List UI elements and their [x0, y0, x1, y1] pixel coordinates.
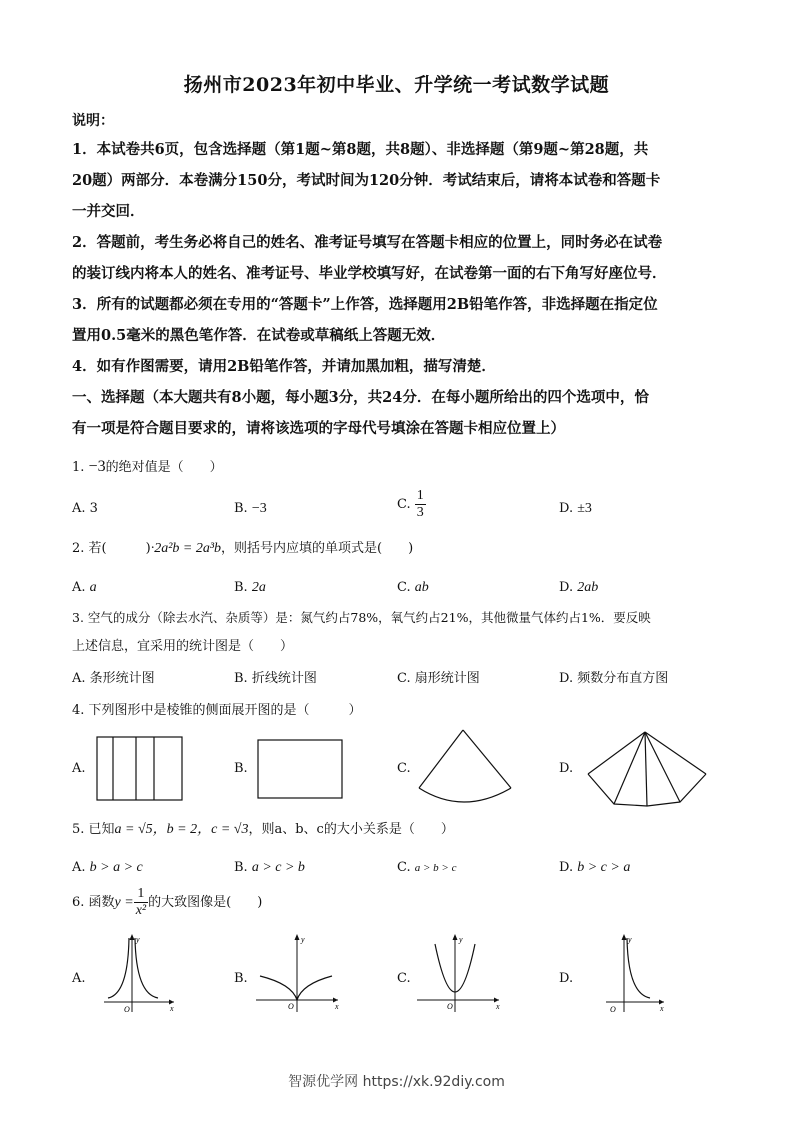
- question-1-option-d: D. ±3: [559, 501, 592, 516]
- q6-graph-b-y-label: y: [301, 935, 305, 944]
- instruction-line: 4．如有作图需要，请用2B铅笔作答，并请加黑加粗，描写清楚．: [72, 358, 496, 375]
- instruction-line: 置用0.5毫米的黑色笔作答．在试卷或草稿纸上答题无效．: [72, 327, 446, 344]
- q6-graph-a-x-label: x: [170, 1004, 174, 1013]
- instruction-line: 2．答题前，考生务必将自己的姓名、准考证号填写在答题卡相应的位置上，同时务必在试卷: [72, 234, 663, 251]
- instruction-line: 20题）两部分．本卷满分150分，考试时间为120分钟．考试结束后，请将本试卷和答题卡: [72, 172, 661, 189]
- question-4-option-c-label: C.: [397, 761, 411, 776]
- q6-graph-c-x-label: x: [496, 1002, 500, 1011]
- question-5-option-d: D. b > c > a: [559, 860, 631, 875]
- question-2-option-b: B. 2a: [234, 580, 266, 595]
- question-4-option-d-label: D.: [559, 761, 574, 776]
- q6-graph-c: [417, 932, 507, 1014]
- question-4-stem: 4. 下列图形中是棱锥的侧面展开图的是（ ）: [72, 703, 362, 718]
- instruction-line: 3．所有的试题都必须在专用的“答题卡”上作答，选择题用2B铅笔作答，非选择题在指定位: [72, 296, 658, 313]
- instruction-line: 1．本试卷共6页，包含选择题（第1题~第8题，共8题）、非选择题（第9题~第28题，共: [72, 141, 649, 158]
- q6-graph-a-y-label: y: [136, 935, 140, 944]
- q6-graph-c-origin-label: O: [447, 1002, 453, 1011]
- question-3-option-d: D. 频数分布直方图: [559, 671, 669, 686]
- q6-graph-d-y-label: y: [628, 935, 632, 944]
- q4-figure-d-pyramid-net: [586, 730, 710, 810]
- question-5-option-b: B. a > c > b: [234, 860, 305, 875]
- question-5-stem: 5. 已知a = √5，b = 2，c = √3，则a、b、c的大小关系是（ ）: [72, 822, 454, 837]
- section-heading: 一、选择题（本大题共有8小题，每小题3分，共24分．在每小题所给出的四个选项中，恰: [72, 389, 649, 406]
- question-2-option-a: A. a: [72, 580, 97, 595]
- question-2-option-c: C. ab: [397, 580, 429, 595]
- question-5-option-c: C. a > b > c: [397, 860, 457, 875]
- q4-figure-a-rectangles: [96, 736, 186, 802]
- section-heading: 有一项是符合题目要求的，请将该选项的字母代号填涂在答题卡相应位置上）: [72, 420, 565, 437]
- question-1-option-b: B. −3: [234, 501, 267, 516]
- question-1-option-c: C. $\frac{1}{3}$: [397, 488, 424, 520]
- question-3-option-a: A. 条形统计图: [72, 671, 155, 686]
- instructions-heading: 说明：: [72, 113, 114, 129]
- question-6-option-a-label: A.: [72, 971, 86, 986]
- q6-graph-b-origin-label: O: [288, 1002, 294, 1011]
- instruction-line: 的装订线内将本人的姓名、准考证号、毕业学校填写好，在试卷第一面的右下角写好座位号．: [72, 265, 667, 282]
- question-3-option-b: B. 折线统计图: [234, 671, 317, 686]
- question-3-stem-line2: 上述信息，宜采用的统计图是（ ）: [72, 639, 294, 654]
- q6-graph-d: [606, 932, 676, 1014]
- q4-figure-c-sector: [417, 728, 517, 810]
- instruction-line: 一并交回．: [72, 203, 145, 220]
- question-1-option-a: A. 3: [72, 501, 98, 516]
- question-5-option-a: A. b > a > c: [72, 860, 143, 875]
- question-4-option-b-label: B.: [234, 761, 248, 776]
- page-title: 扬州市2023年初中毕业、升学统一考试数学试题: [183, 74, 610, 96]
- q6-graph-d-x-label: x: [660, 1004, 664, 1013]
- question-6-option-d-label: D.: [559, 971, 574, 986]
- question-1-stem: 1. −3的绝对值是（ ）: [72, 458, 223, 475]
- question-6-stem: 6. 函数y = $\frac{1}{\text{x²}}$ 的大致图像是( ): [72, 886, 263, 918]
- q6-graph-a-origin-label: O: [124, 1005, 130, 1014]
- q4-figure-b-rectangle: [257, 739, 345, 801]
- question-6-option-b-label: B.: [234, 971, 248, 986]
- question-4-option-a-label: A.: [72, 761, 86, 776]
- question-3-stem-line1: 3. 空气的成分（除去水汽、杂质等）是：氮气约占78%，氧气约占21%，其他微量气体约占1%．要反映: [72, 610, 651, 625]
- question-2-option-d: D. 2ab: [559, 580, 599, 595]
- q6-graph-a: [104, 932, 184, 1014]
- question-3-option-c: C. 扇形统计图: [397, 671, 480, 686]
- question-6-option-c-label: C.: [397, 971, 411, 986]
- q6-graph-b-x-label: x: [335, 1002, 339, 1011]
- q6-graph-d-origin-label: O: [610, 1005, 616, 1014]
- q6-graph-c-y-label: y: [459, 935, 463, 944]
- footer-watermark: 智源优学网 https://xk.92diy.com: [288, 1074, 505, 1090]
- q6-graph-b: [256, 932, 346, 1014]
- question-2-stem: 2. 若( )·2a²b = 2a³b，则括号内应填的单项式是( ): [72, 541, 414, 556]
